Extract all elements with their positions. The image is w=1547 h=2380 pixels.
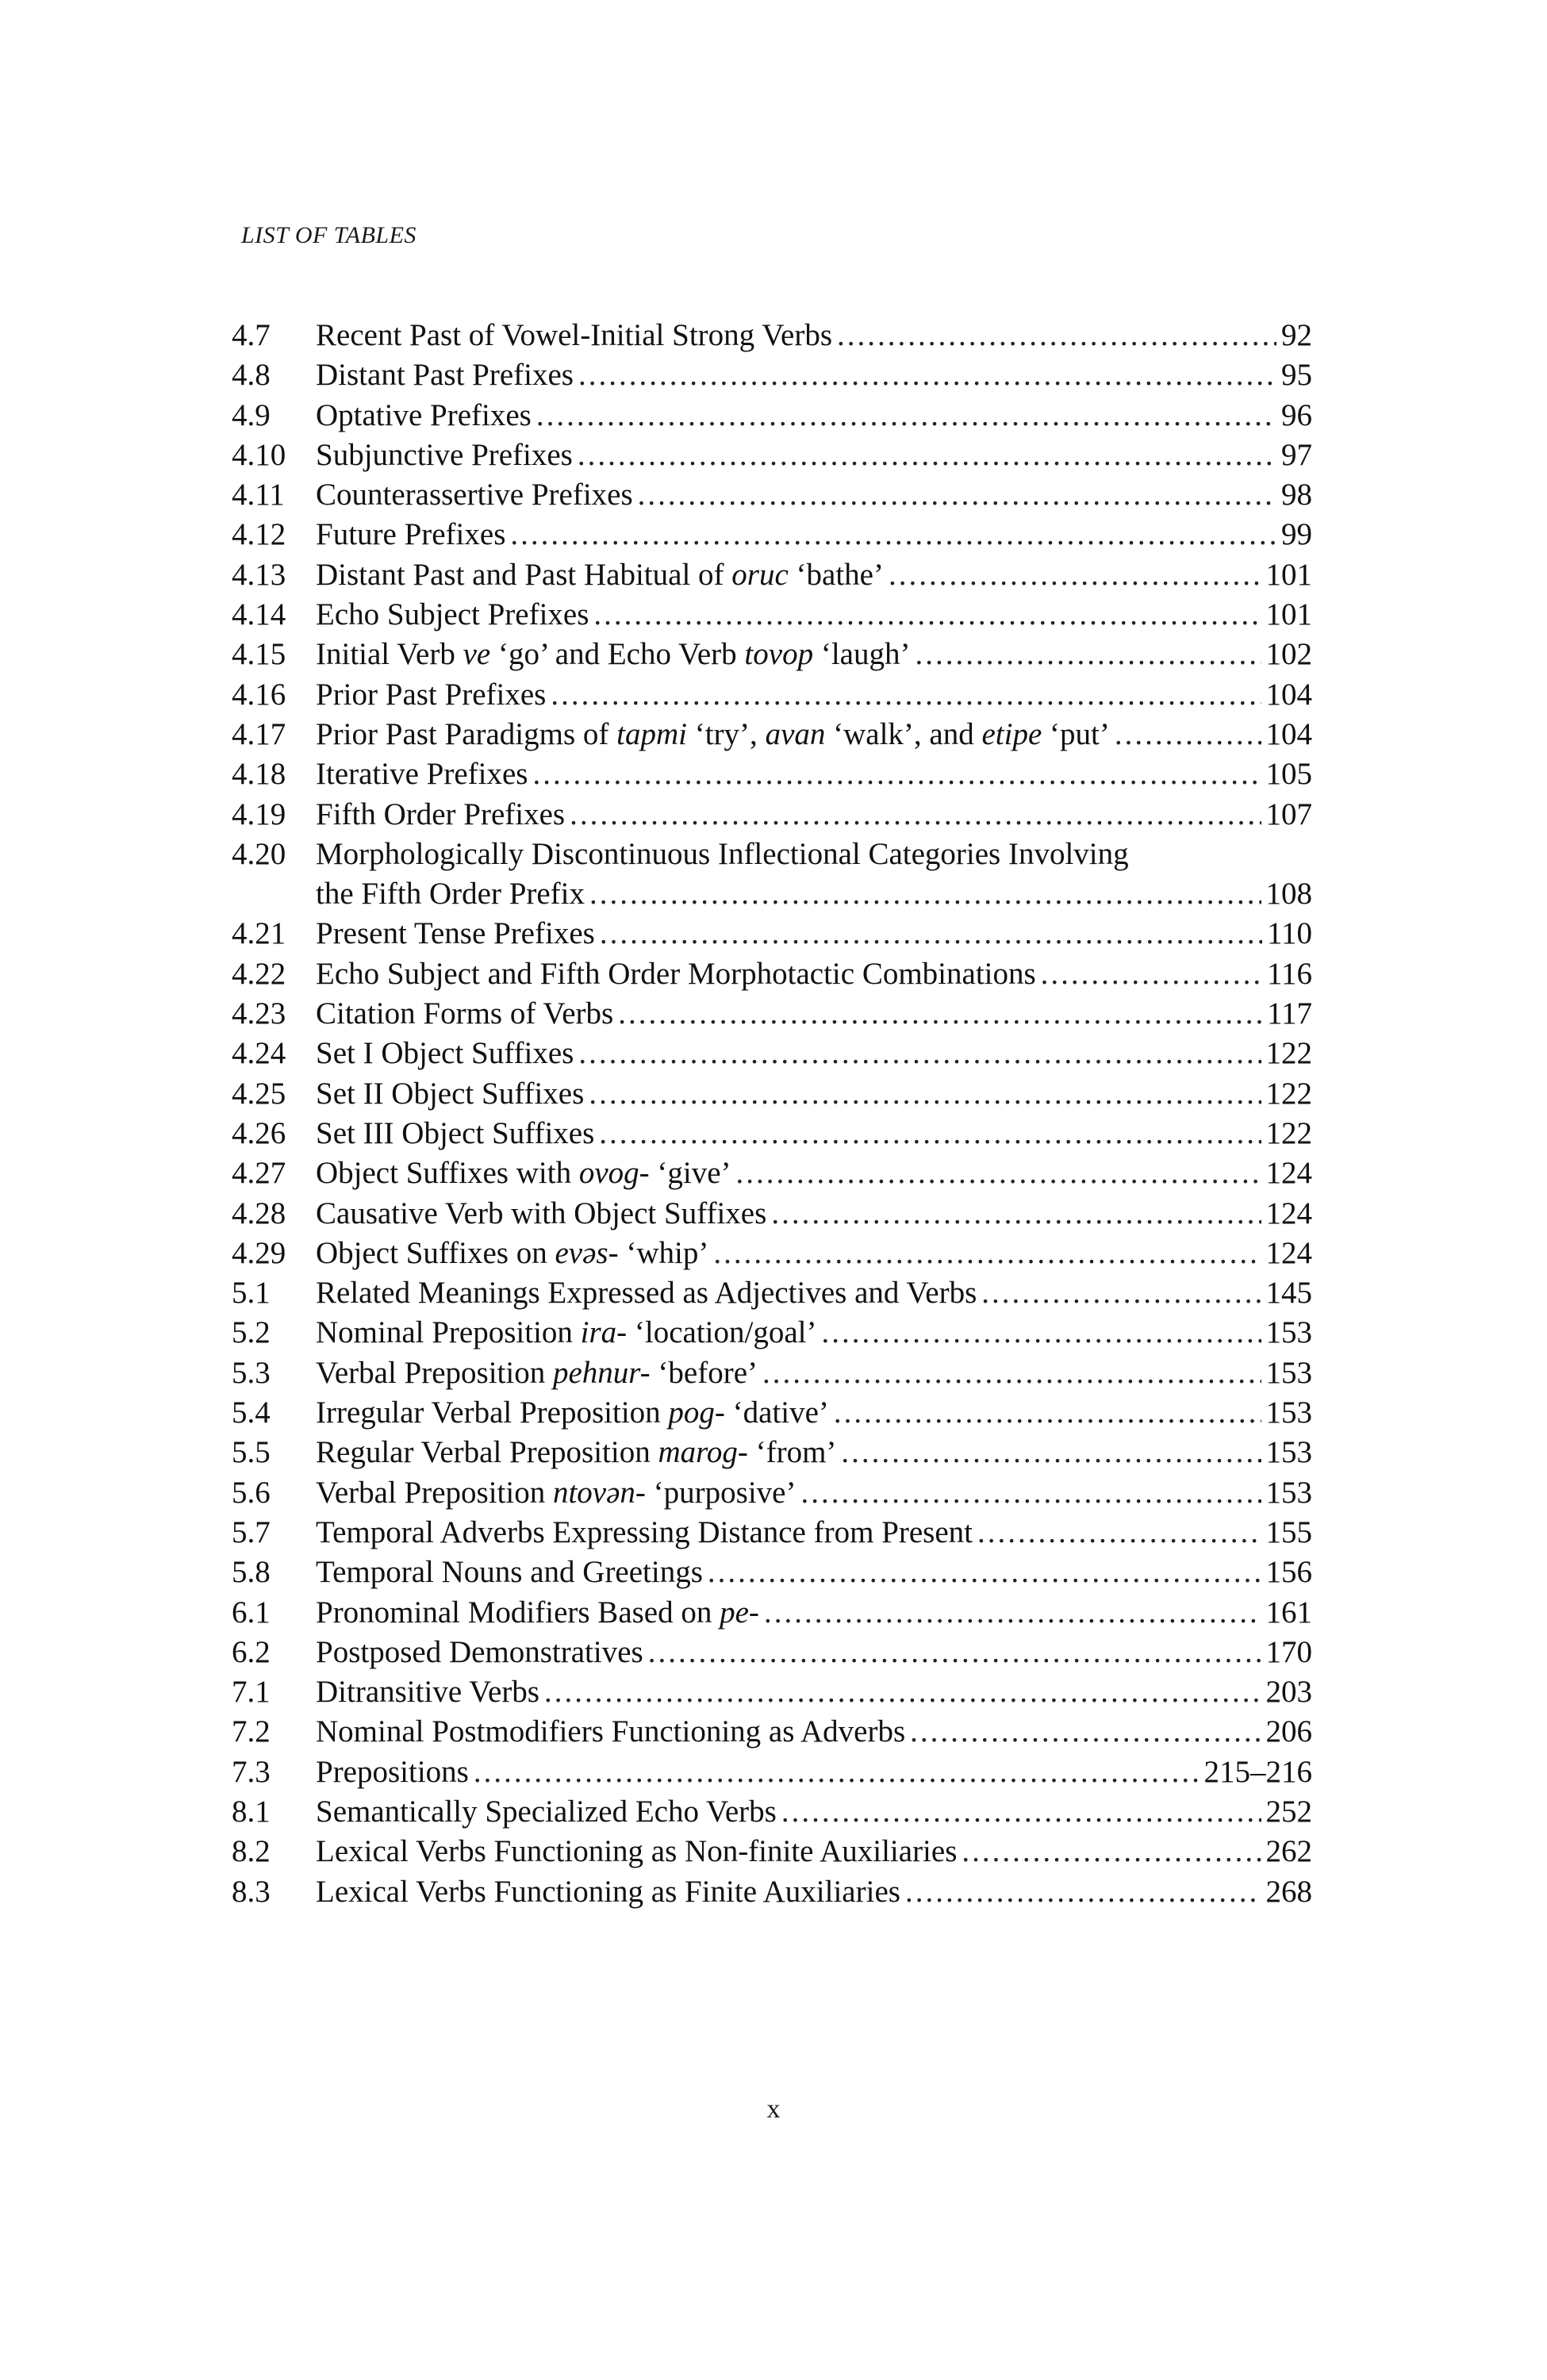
page-reference: 170: [1265, 1634, 1312, 1669]
table-title: Verbal Preposition ntovən- ‘purposive’: [316, 1475, 797, 1510]
toc-entry: [232, 1513, 1312, 1553]
table-title: Set II Object Suffixes: [316, 1076, 585, 1111]
page-reference: 107: [1265, 797, 1312, 831]
toc-entry: [232, 1353, 1312, 1393]
dot-leader: [589, 1074, 1261, 1114]
table-title: Irregular Verbal Preposition pog- ‘dative’: [316, 1395, 829, 1430]
toc-entry: [232, 1114, 1312, 1154]
table-number: 4.18: [232, 757, 286, 792]
page-reference: 96: [1281, 397, 1312, 432]
page-reference: 153: [1265, 1355, 1312, 1390]
toc-entry: [232, 675, 1312, 715]
dot-leader: [800, 1473, 1261, 1513]
dot-leader: [708, 1553, 1261, 1592]
toc-entry: [232, 914, 1312, 954]
toc-entry: [232, 1832, 1312, 1871]
table-title: Distant Past Prefixes: [316, 358, 574, 393]
table-title: Initial Verb ve ‘go’ and Echo Verb tovop ‘laugh’: [316, 637, 911, 672]
page-reference: 95: [1281, 358, 1312, 393]
page-reference: 104: [1265, 677, 1312, 712]
table-number: 4.19: [232, 797, 286, 831]
table-title: Temporal Nouns and Greetings: [316, 1555, 703, 1590]
dot-leader: [510, 515, 1276, 555]
table-number: 4.9: [232, 397, 271, 432]
table-title: the Fifth Order Prefix: [316, 877, 585, 912]
table-title: Regular Verbal Preposition marog- ‘from’: [316, 1435, 837, 1470]
table-number: 5.1: [232, 1276, 271, 1311]
table-title: Lexical Verbs Functioning as Finite Auxiliaries: [316, 1874, 900, 1909]
page-reference: 105: [1265, 757, 1312, 792]
dot-leader: [837, 316, 1276, 355]
table-title: Object Suffixes on evəs- ‘whip’: [316, 1235, 709, 1270]
dot-leader: [822, 1313, 1261, 1353]
page-reference: 122: [1265, 1036, 1312, 1071]
dot-leader: [578, 436, 1276, 475]
page-reference: 122: [1265, 1115, 1312, 1150]
table-number: 8.2: [232, 1834, 271, 1869]
page-reference: 153: [1265, 1395, 1312, 1430]
table-number: 4.11: [232, 478, 285, 512]
table-number: 4.8: [232, 358, 271, 393]
toc-entry: [232, 1872, 1312, 1912]
dot-leader: [593, 595, 1261, 635]
table-title: Counterassertive Prefixes: [316, 478, 633, 512]
table-title: Related Meanings Expressed as Adjectives and Verbs: [316, 1276, 977, 1311]
list-of-tables: [232, 316, 1312, 1912]
table-title: Prepositions: [316, 1754, 469, 1789]
dot-leader: [962, 1832, 1261, 1871]
table-number: 4.29: [232, 1235, 286, 1270]
table-title: Verbal Preposition pehnur- ‘before’: [316, 1355, 758, 1390]
table-number: 5.2: [232, 1315, 271, 1350]
page-reference: 102: [1265, 637, 1312, 672]
toc-entry: [232, 715, 1312, 754]
table-number: 7.3: [232, 1754, 271, 1789]
toc-entry: [232, 1473, 1312, 1513]
table-title: Echo Subject and Fifth Order Morphotactic Combinations: [316, 956, 1036, 991]
table-number: 5.3: [232, 1355, 271, 1390]
table-number: 7.2: [232, 1714, 271, 1749]
table-number: 8.1: [232, 1794, 271, 1829]
dot-leader: [889, 555, 1261, 595]
toc-entry: [232, 1154, 1312, 1193]
dot-leader: [1041, 954, 1262, 994]
table-title: Echo Subject Prefixes: [316, 597, 589, 632]
table-title: Object Suffixes with ovog- ‘give’: [316, 1156, 731, 1191]
page-number: x: [766, 2094, 781, 2124]
table-title: Distant Past and Past Habitual of oruc ‘bathe’: [316, 557, 884, 592]
page-reference: 124: [1265, 1196, 1312, 1230]
toc-entry: [232, 954, 1312, 994]
table-number: 4.15: [232, 637, 286, 672]
page-reference: 124: [1265, 1235, 1312, 1270]
toc-entry: [232, 1194, 1312, 1234]
table-title: Optative Prefixes: [316, 397, 532, 432]
dot-leader: [762, 1353, 1261, 1393]
toc-entry: [232, 436, 1312, 475]
dot-leader: [910, 1712, 1261, 1752]
page-reference: 97: [1281, 437, 1312, 472]
table-number: 4.22: [232, 956, 286, 991]
table-title: Subjunctive Prefixes: [316, 437, 573, 472]
table-number: 5.5: [232, 1435, 271, 1470]
toc-entry: [232, 1273, 1312, 1313]
page-reference: 215–216: [1203, 1754, 1312, 1789]
table-number: 4.24: [232, 1036, 286, 1071]
dot-leader: [589, 874, 1261, 914]
toc-entry: [232, 475, 1312, 515]
table-title: Present Tense Prefixes: [316, 916, 595, 951]
dot-leader: [551, 675, 1261, 715]
toc-entry: [232, 1313, 1312, 1353]
dot-leader: [764, 1593, 1261, 1633]
toc-entry: [232, 1792, 1312, 1832]
page-reference: 145: [1265, 1276, 1312, 1311]
table-number: 4.13: [232, 557, 286, 592]
page-reference: 206: [1265, 1714, 1312, 1749]
toc-entry: [232, 1712, 1312, 1752]
table-title: Set III Object Suffixes: [316, 1115, 595, 1150]
page-reference: 117: [1266, 996, 1312, 1031]
toc-entry: [232, 555, 1312, 595]
dot-leader: [648, 1633, 1261, 1672]
table-number: 4.17: [232, 716, 286, 751]
toc-entry: [232, 1433, 1312, 1472]
dot-leader: [570, 795, 1261, 835]
dot-leader: [915, 635, 1261, 674]
table-number: 4.27: [232, 1156, 286, 1191]
dot-leader: [841, 1433, 1261, 1472]
page-reference: 122: [1265, 1076, 1312, 1111]
dot-leader: [578, 1034, 1261, 1073]
table-number: 5.7: [232, 1514, 271, 1549]
table-title: Pronominal Modifiers Based on pe-: [316, 1595, 759, 1630]
dot-leader: [578, 355, 1276, 395]
dot-leader: [905, 1872, 1261, 1912]
toc-entry: [232, 1633, 1312, 1672]
page-reference: 92: [1281, 318, 1312, 352]
table-title: Semantically Specialized Echo Verbs: [316, 1794, 777, 1829]
page-reference: 101: [1265, 597, 1312, 632]
page-reference: 101: [1265, 557, 1312, 592]
table-number: 5.4: [232, 1395, 271, 1430]
table-title: Set I Object Suffixes: [316, 1036, 574, 1071]
table-title: Nominal Preposition ira- ‘location/goal’: [316, 1315, 817, 1350]
toc-entry: [232, 316, 1312, 355]
dot-leader: [834, 1393, 1261, 1433]
table-number: 4.20: [232, 836, 286, 871]
page-reference: 268: [1265, 1874, 1312, 1909]
table-number: 5.8: [232, 1555, 271, 1590]
page-reference: 98: [1281, 478, 1312, 512]
toc-entry: [232, 1234, 1312, 1273]
table-title: Causative Verb with Object Suffixes: [316, 1196, 767, 1230]
table-title: Lexical Verbs Functioning as Non-finite Auxiliaries: [316, 1834, 958, 1869]
table-title: Prior Past Paradigms of tapmi ‘try’, avan ‘walk’, and etipe ‘put’: [316, 716, 1110, 751]
table-title: Future Prefixes: [316, 517, 506, 552]
page-reference: 108: [1265, 877, 1312, 912]
toc-entry: [232, 994, 1312, 1034]
page-reference: 116: [1266, 956, 1312, 991]
toc-entry: [232, 396, 1312, 436]
page-reference: 262: [1265, 1834, 1312, 1869]
dot-leader: [1115, 715, 1261, 754]
page-reference: 110: [1266, 916, 1312, 951]
dot-leader: [600, 914, 1262, 954]
toc-entry: [232, 1752, 1312, 1792]
table-title: Fifth Order Prefixes: [316, 797, 566, 831]
dot-leader: [618, 994, 1262, 1034]
toc-entry: [232, 1553, 1312, 1592]
dot-leader: [981, 1273, 1261, 1313]
table-title: Iterative Prefixes: [316, 757, 528, 792]
toc-entry: [232, 1034, 1312, 1073]
page-reference: 155: [1265, 1514, 1312, 1549]
page-reference: 99: [1281, 517, 1312, 552]
table-title: Recent Past of Vowel-Initial Strong Verbs: [316, 318, 833, 352]
table-number: 4.12: [232, 517, 286, 552]
toc-entry: [232, 515, 1312, 555]
dot-leader: [736, 1154, 1261, 1193]
table-title: Nominal Postmodifiers Functioning as Adverbs: [316, 1714, 906, 1749]
dot-leader: [771, 1194, 1261, 1234]
table-number: 4.10: [232, 437, 286, 472]
table-number: 7.1: [232, 1675, 271, 1710]
table-number: 4.21: [232, 916, 286, 951]
dot-leader: [474, 1752, 1200, 1792]
dot-leader: [532, 754, 1261, 794]
table-number: 4.28: [232, 1196, 286, 1230]
page-reference: 153: [1265, 1315, 1312, 1350]
page-reference: 104: [1265, 716, 1312, 751]
dot-leader: [544, 1672, 1261, 1712]
table-number: 6.1: [232, 1595, 271, 1630]
toc-entry: [232, 1593, 1312, 1633]
toc-entry: [232, 355, 1312, 395]
table-number: 5.6: [232, 1475, 271, 1510]
table-number: 8.3: [232, 1874, 271, 1909]
page-reference: 153: [1265, 1435, 1312, 1470]
table-number: 4.26: [232, 1115, 286, 1150]
dot-leader: [536, 396, 1276, 436]
dot-leader: [599, 1114, 1261, 1154]
table-title: Ditransitive Verbs: [316, 1675, 539, 1710]
toc-entry: [232, 835, 1312, 915]
toc-entry: [232, 1074, 1312, 1114]
page-reference: 153: [1265, 1475, 1312, 1510]
toc-entry: [232, 635, 1312, 674]
page-reference: 161: [1265, 1595, 1312, 1630]
running-head: LIST OF TABLES: [241, 222, 416, 248]
dot-leader: [977, 1513, 1261, 1553]
dot-leader: [781, 1792, 1261, 1832]
table-number: 4.7: [232, 318, 271, 352]
dot-leader: [713, 1234, 1261, 1273]
toc-entry: [232, 795, 1312, 835]
dot-leader: [638, 475, 1276, 515]
table-number: 4.23: [232, 996, 286, 1031]
table-title-line1: Morphologically Discontinuous Inflectional Categories Involving: [316, 836, 1129, 871]
table-number: 4.16: [232, 677, 286, 712]
toc-entry: [232, 595, 1312, 635]
toc-entry: [232, 1672, 1312, 1712]
table-number: 4.25: [232, 1076, 286, 1111]
table-title: Citation Forms of Verbs: [316, 996, 614, 1031]
table-title: Postposed Demonstratives: [316, 1634, 643, 1669]
table-number: 6.2: [232, 1634, 271, 1669]
page-reference: 203: [1265, 1675, 1312, 1710]
page-reference: 252: [1265, 1794, 1312, 1829]
page-reference: 124: [1265, 1156, 1312, 1191]
table-number: 4.14: [232, 597, 286, 632]
page-reference: 156: [1265, 1555, 1312, 1590]
toc-entry: [232, 1393, 1312, 1433]
toc-entry: [232, 754, 1312, 794]
table-title: Temporal Adverbs Expressing Distance from Present: [316, 1514, 973, 1549]
table-title: Prior Past Prefixes: [316, 677, 547, 712]
